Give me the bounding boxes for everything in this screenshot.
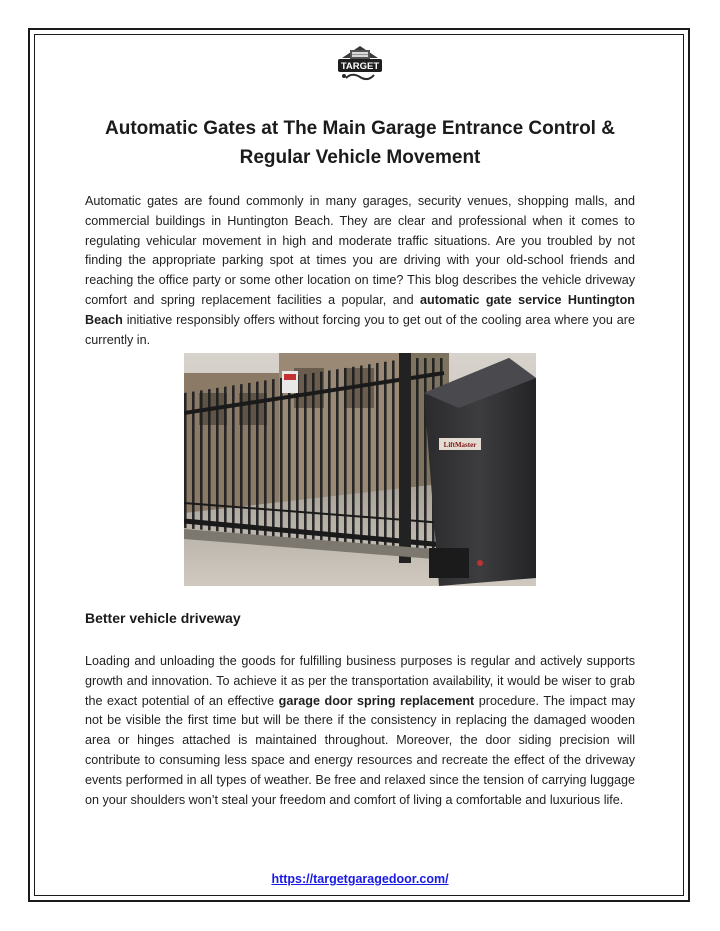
intro-text-start: Automatic gates are found commonly in many garages, security venues, shopping malls, and commercial buildings in Huntington Beach. They are clear and professional when it comes to regulating vehicular movement in high and moderate traffic situations. Are you troubled by not finding the appropriate parking spot at times you are driving with your old-school friends and reaching the office party or some other location on time? This blog describes the vehicle driveway comfort and spring replacement facilities a popular, and	[85, 194, 635, 307]
opener-brand-label: LiftMaster	[443, 441, 477, 449]
gate-photo	[184, 353, 536, 586]
page-title	[80, 114, 640, 172]
section-bold-link[interactable]: garage door spring replacement	[278, 693, 475, 708]
title-line-2: Regular Vehicle Movement	[239, 147, 481, 168]
section-text-end: procedure. The impact may not be visible the first time but will be there if the consistency in replacing the damaged wooden area or hinges attached is maintained throughout. Moreover, the door siding precision will contribute to consuming less space and energy resources and recreate the effect of the driveway events performed in all types of weather. Be free and relaxed since the tension of carrying luggage on your shoulders won’t steal your freedom and comfort of living a comfortable and luxurious life.	[85, 693, 635, 807]
logo-text: TARGET	[340, 61, 380, 72]
title-line-1: Automatic Gates at The Main Garage Entrance Control &	[105, 118, 615, 139]
footer-url-link[interactable]: https://targetgaragedoor.com/	[271, 872, 449, 886]
section-text-start: Loading and unloading the goods for fulfilling business purposes is regular and actively supports growth and innovation. To achieve it as per the transportation availability, it would be wiser to grab the exact potential of an effective	[85, 654, 635, 708]
section-heading: Better vehicle driveway	[85, 610, 241, 626]
section-paragraph	[85, 652, 635, 810]
intro-paragraph	[85, 192, 635, 350]
intro-text-end: initiative responsibly offers without forcing you to get out of the cooling area where you are currently in.	[85, 312, 635, 347]
company-logo	[332, 40, 388, 86]
intro-bold-link[interactable]: automatic gate service Huntington Beach	[85, 292, 635, 327]
